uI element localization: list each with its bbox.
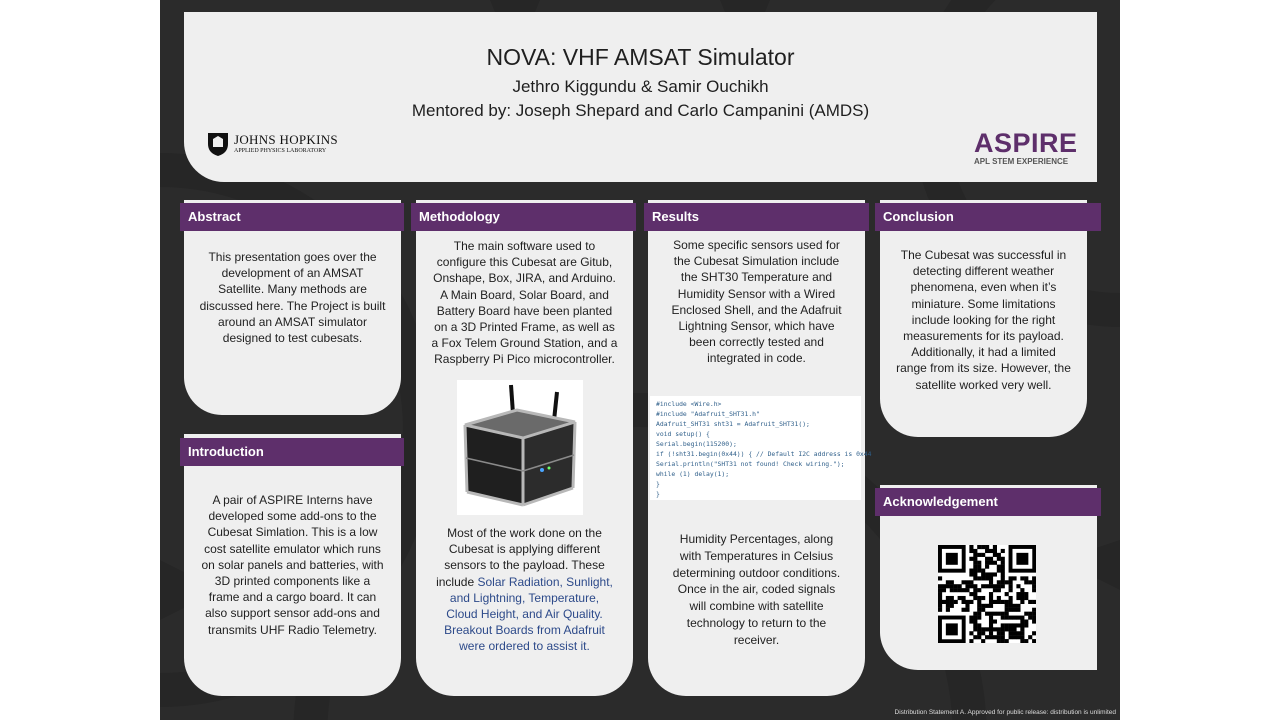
text-line-highlight: Solar Radiation, Sunlight, [477, 574, 613, 589]
text-line-plain: Most of the work done on the [447, 526, 602, 540]
code-line: #include <Wire.h> [656, 400, 722, 408]
poster-authors: Jethro Kiggundu & Samir Ouchikh [512, 77, 769, 96]
text-line-plain: Cubesat is applying different [448, 542, 601, 557]
text-line: receiver. [733, 632, 780, 647]
methodology-card [416, 200, 633, 696]
conclusion-heading: Conclusion [875, 203, 1101, 231]
text-line [422, 541, 627, 557]
aspire-logo-tagline: APL STEM EXPERIENCE [974, 157, 1069, 166]
text-line: configure this Cubesat are Gitub, [436, 255, 613, 270]
methodology-heading: Methodology [411, 203, 636, 231]
text-line-plain: include [436, 574, 478, 589]
code-line: void setup() { [656, 430, 710, 438]
text-line: a Fox Telem Ground Station, and a [431, 336, 618, 351]
abstract-heading: Abstract [180, 203, 404, 231]
abstract-card [184, 200, 401, 415]
conclusion-card [880, 200, 1087, 437]
text-line [422, 622, 627, 638]
qr-code [938, 545, 1036, 648]
text-line: A pair of ASPIRE Interns have [212, 493, 373, 507]
text-line: Lightning Sensor, which have [678, 319, 835, 334]
introduction-heading: Introduction [180, 438, 404, 466]
text-line: detecting different weather [912, 264, 1055, 279]
text-line: designed to test cubesats. [222, 331, 363, 346]
results-heading: Results [644, 203, 869, 231]
conclusion-text [884, 247, 1083, 393]
text-line: miniature. Some limitations [911, 296, 1056, 311]
text-line: integrated in code. [707, 351, 806, 366]
text-line: Cubesat Simlation. This is a low [207, 525, 378, 540]
results-card [648, 200, 872, 696]
qr-code-graphic [938, 545, 1036, 643]
text-line [422, 574, 627, 590]
text-line [422, 590, 627, 606]
poster-mentors: Mentored by: Joseph Shepard and Carlo Campanini (AMDS) [411, 101, 870, 120]
text-line: determining outdoor conditions. [672, 565, 841, 580]
text-line-plain: sensors to the payload. These [444, 558, 605, 573]
text-line [422, 525, 627, 541]
code-line: while (1) delay(1); [656, 470, 730, 478]
text-line: Onshape, Box, JIRA, and Arduino. [433, 271, 616, 286]
text-line: measurements for its payload. [903, 329, 1064, 344]
text-line-highlight: were ordered to assist it. [459, 639, 590, 654]
code-line: Adafruit_SHT31 sht31 = Adafruit_SHT31(); [656, 420, 810, 428]
aspire-logo-name: ASPIRE [974, 128, 1078, 158]
text-line: The Cubesat was successful in [900, 248, 1067, 262]
shield-icon [206, 131, 230, 157]
text-line: A Main Board, Solar Board, and [440, 287, 609, 302]
text-line [422, 606, 627, 622]
jhu-logo-line1: JOHNS HOPKINS [234, 132, 338, 147]
methodology-text-top [422, 238, 627, 368]
code-line: Serial.println("SHT31 not found! Check wiring."); [656, 460, 845, 468]
text-line: Humidity Percentages, along [679, 532, 834, 546]
title-card [184, 12, 1097, 182]
right-margin [1120, 0, 1280, 720]
text-line: transmits UHF Radio Telemetry. [208, 622, 377, 637]
text-line-highlight: Breakout Boards from Adafruit [444, 623, 605, 638]
text-line: satellite worked very well. [915, 377, 1052, 392]
text-line: 3D printed components like a [214, 574, 371, 589]
text-line: range from its size. However, the [896, 361, 1071, 376]
text-line-highlight: and Lightning, Temperature, [449, 590, 600, 605]
aspire-logo [974, 129, 1084, 169]
left-margin [0, 0, 160, 720]
code-line: } [656, 480, 660, 488]
cubesat-photo-graphic [457, 380, 583, 515]
code-line: Serial.begin(115200); [656, 440, 737, 448]
text-line: Once in the air, coded signals [677, 582, 836, 597]
text-line: Enclosed Shell, and the Adafruit [671, 302, 842, 317]
text-line: Satellite. Many methods are [218, 282, 367, 297]
text-line: on solar panels and batteries, with [201, 557, 384, 572]
introduction-text [194, 492, 391, 638]
poster-title: NOVA: VHF AMSAT Simulator [486, 44, 795, 70]
text-line: Humidity Sensor with a Wired [677, 286, 836, 301]
code-line: } [656, 490, 660, 498]
text-line: also support sensor add-ons and [205, 606, 380, 621]
text-line: development of an AMSAT [221, 266, 364, 281]
introduction-card [184, 434, 401, 696]
distribution-statement: Distribution Statement A. Approved for public release: distribution is unlimited [894, 709, 1116, 716]
text-line: the SHT30 Temperature and [680, 270, 833, 285]
text-line: been correctly tested and [689, 335, 824, 350]
text-line: frame and a cargo board. It can [208, 590, 377, 605]
text-line: discussed here. The Project is built [199, 298, 386, 313]
text-line: will combine with satellite [689, 599, 824, 614]
text-line: cost satellite emulator which runs [204, 541, 381, 556]
methodology-text-bottom [422, 525, 627, 655]
text-line: Additionally, it had a limited [911, 345, 1056, 360]
text-line: the Cubesat Simulation include [673, 254, 840, 269]
text-line: with Temperatures in Celsius [679, 548, 834, 563]
text-line: Some specific sensors used for [673, 238, 840, 252]
text-line: technology to return to the [686, 615, 827, 630]
abstract-text [196, 249, 389, 346]
jhu-logo-line2: APPLIED PHYSICS LABORATORY [234, 148, 327, 154]
code-snippet [650, 396, 872, 500]
results-text-top [656, 237, 857, 367]
text-line-highlight: Cloud Height, and Air Quality. [446, 607, 603, 622]
text-line: This presentation goes over the [208, 250, 377, 264]
text-line: Raspberry Pi Pico microcontroller. [434, 352, 615, 367]
text-line [422, 638, 627, 654]
text-line: around an AMSAT simulator [218, 314, 367, 329]
text-line: on a 3D Printed Frame, as well as [434, 320, 615, 335]
text-line: developed some add-ons to the [208, 509, 377, 524]
acknowledgement-heading: Acknowledgement [875, 488, 1101, 516]
code-line: if (!sht31.begin(0x44)) { // Default I2C address is 0x44 [656, 450, 872, 458]
text-line: The main software used to [453, 239, 596, 253]
jhu-apl-logo [206, 131, 346, 157]
text-line [422, 557, 627, 573]
poster-slide [160, 0, 1120, 720]
results-text-bottom [656, 531, 857, 649]
text-line: include looking for the right [911, 312, 1056, 327]
code-line: #include "Adafruit_SHT31.h" [656, 410, 760, 418]
text-line: Battery Board have been planted [436, 303, 613, 318]
cubesat-photo [457, 380, 583, 515]
text-line: phenomena, even when it’s [910, 280, 1057, 295]
